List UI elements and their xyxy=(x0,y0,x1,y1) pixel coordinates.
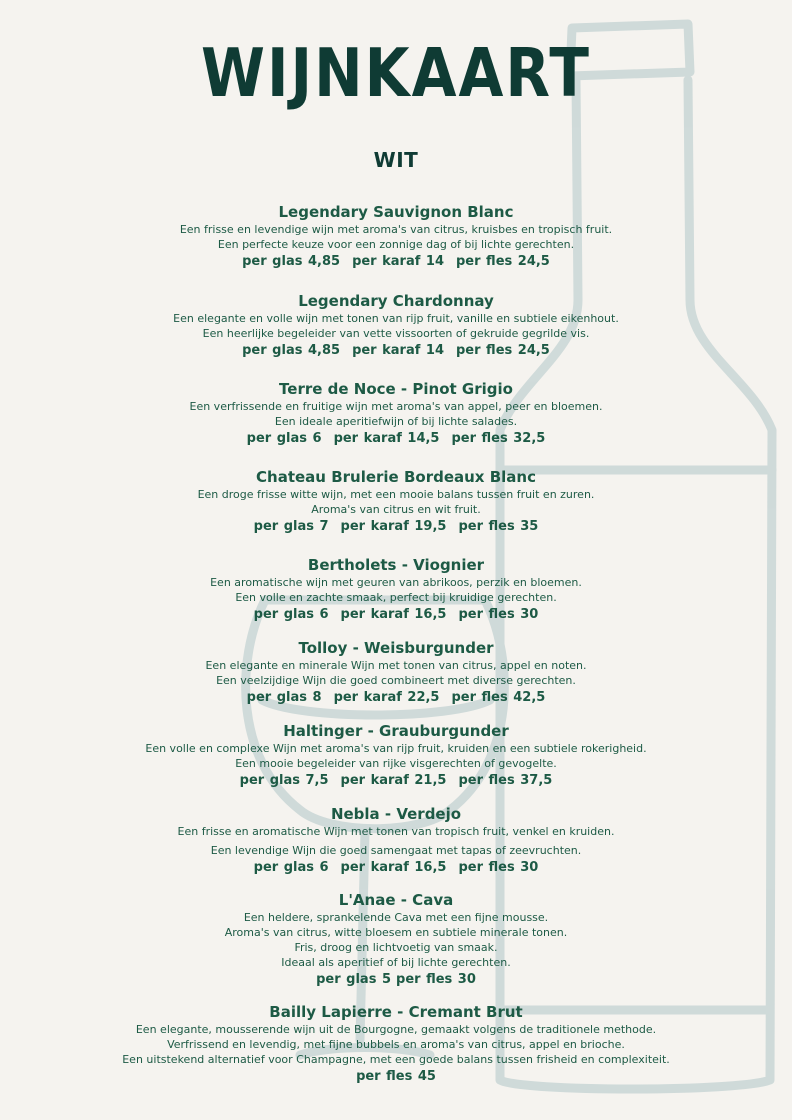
wine-prices xyxy=(0,605,792,624)
price-glass: per glas 6 xyxy=(253,607,329,622)
price-glass: per glas 5 xyxy=(316,972,392,987)
price-bottle: per fles 32,5 xyxy=(451,431,546,446)
price-glass: per glas 6 xyxy=(246,431,322,446)
wine-name: Legendary Sauvignon Blanc xyxy=(278,203,514,221)
price-bottle: per fles 24,5 xyxy=(456,343,550,358)
wine-description: Een volle en complexe Wijn met aroma's van rijp fruit, kruiden en een subtiele rokerigheid. xyxy=(145,742,647,755)
wine-description: Een droge frisse witte wijn, met een mooie balans tussen fruit en zuren. xyxy=(197,488,595,501)
wine-entry xyxy=(0,380,792,448)
wine-entry xyxy=(0,468,792,536)
wine-description: Een elegante en volle wijn met tonen van rijp fruit, vanille en subtiele eikenhout. xyxy=(173,312,619,325)
price-carafe: per karaf 16,5 xyxy=(340,860,447,875)
wine-name: Bertholets - Viognier xyxy=(307,556,485,574)
wine-description: Een perfecte keuze voor een zonnige dag of bij lichte gerechten. xyxy=(217,238,575,251)
wine-description: Een levendige Wijn die goed samengaat met tapas of zeevruchten. xyxy=(210,844,582,857)
wine-prices xyxy=(0,341,792,360)
price-carafe: per karaf 14,5 xyxy=(333,431,440,446)
wine-entry xyxy=(0,203,792,271)
wine-name: Terre de Noce - Pinot Grigio xyxy=(279,380,513,398)
wine-name: Haltinger - Grauburgunder xyxy=(283,722,509,740)
wine-description: Een verfrissende en fruitige wijn met aroma's van appel, peer en bloemen. xyxy=(189,400,603,413)
wine-description: Aroma's van citrus, witte bloesem en subtiele minerale tonen. xyxy=(224,926,568,939)
price-bottle: per fles 45 xyxy=(356,1069,436,1084)
wine-prices xyxy=(0,1067,792,1086)
price-carafe: per karaf 19,5 xyxy=(340,519,447,534)
wine-prices xyxy=(0,429,792,448)
wine-description: Aroma's van citrus en wit fruit. xyxy=(311,503,481,516)
wine-description: Een elegante, mousserende wijn uit de Bourgogne, gemaakt volgens de traditionele methode. xyxy=(135,1023,657,1036)
wine-prices xyxy=(0,252,792,271)
price-bottle: per fles 30 xyxy=(458,860,539,875)
price-carafe: per karaf 21,5 xyxy=(340,773,447,788)
price-glass: per glas 4,85 xyxy=(242,254,341,269)
wine-description: Verfrissend en levendig, met fijne bubbels en aroma's van citrus, appel en brioche. xyxy=(167,1038,625,1051)
wine-entry xyxy=(0,891,792,989)
wine-prices xyxy=(0,517,792,536)
wine-description: Ideaal als aperitief of bij lichte gerechten. xyxy=(281,956,511,969)
wine-description: Een veelzijdige Wijn die goed combineert met diverse gerechten. xyxy=(216,674,576,687)
wine-entry xyxy=(0,292,792,360)
price-glass: per glas 6 xyxy=(253,860,329,875)
wine-description: Een frisse en levendige wijn met aroma's van citrus, kruisbes en tropisch fruit. xyxy=(179,223,613,236)
wine-name: Legendary Chardonnay xyxy=(298,292,494,310)
wine-name: Tolloy - Weisburgunder xyxy=(298,639,494,657)
wine-prices xyxy=(0,858,792,877)
price-bottle: per fles 30 xyxy=(458,607,539,622)
wine-description: Een volle en zachte smaak, perfect bij kruidige gerechten. xyxy=(235,591,557,604)
wine-description: Een elegante en minerale Wijn met tonen van citrus, appel en noten. xyxy=(205,659,587,672)
price-glass: per glas 7,5 xyxy=(239,773,329,788)
wine-description: Fris, droog en lichtvoetig van smaak. xyxy=(294,941,498,954)
wine-prices xyxy=(0,970,792,989)
wine-entry xyxy=(0,722,792,790)
price-carafe: per karaf 14 xyxy=(352,343,444,358)
wine-entry xyxy=(0,556,792,624)
wine-prices xyxy=(0,688,792,707)
price-glass: per glas 4,85 xyxy=(242,343,341,358)
wine-entry xyxy=(0,805,792,877)
price-bottle: per fles 24,5 xyxy=(456,254,550,269)
wine-name: Nebla - Verdejo xyxy=(330,805,462,823)
wine-description: Een heldere, sprankelende Cava met een fijne mousse. xyxy=(243,911,549,924)
wine-description: Een ideale aperitiefwijn of bij lichte salades. xyxy=(274,415,518,428)
wine-description: Een mooie begeleider van rijke visgerechten of gevogelte. xyxy=(235,757,557,770)
wine-entry xyxy=(0,639,792,707)
wine-entry xyxy=(0,1003,792,1086)
wine-description: Een frisse en aromatische Wijn met tonen van tropisch fruit, venkel en kruiden. xyxy=(177,825,615,838)
wine-description: Een uitstekend alternatief voor Champagne, met een goede balans tussen frisheid en complexiteit. xyxy=(122,1053,670,1066)
price-glass: per glas 8 xyxy=(246,690,322,705)
wine-name: Chateau Brulerie Bordeaux Blanc xyxy=(256,468,536,486)
wine-description: Een aromatische wijn met geuren van abrikoos, perzik en bloemen. xyxy=(210,576,582,589)
price-bottle: per fles 42,5 xyxy=(451,690,546,705)
wine-name: L'Anae - Cava xyxy=(338,891,454,909)
wine-name: Bailly Lapierre - Cremant Brut xyxy=(269,1003,523,1021)
page-title: WIJNKAART xyxy=(200,33,591,113)
price-carafe: per karaf 16,5 xyxy=(340,607,447,622)
section-heading-white: WIT xyxy=(373,148,419,172)
wine-description: Een heerlijke begeleider van vette vissoorten of gekruide gegrilde vis. xyxy=(202,327,590,340)
price-bottle: per fles 35 xyxy=(458,519,539,534)
price-carafe: per karaf 14 xyxy=(352,254,444,269)
price-bottle: per fles 30 xyxy=(396,972,476,987)
wine-prices xyxy=(0,771,792,790)
price-bottle: per fles 37,5 xyxy=(458,773,553,788)
price-glass: per glas 7 xyxy=(253,519,329,534)
price-carafe: per karaf 22,5 xyxy=(333,690,440,705)
